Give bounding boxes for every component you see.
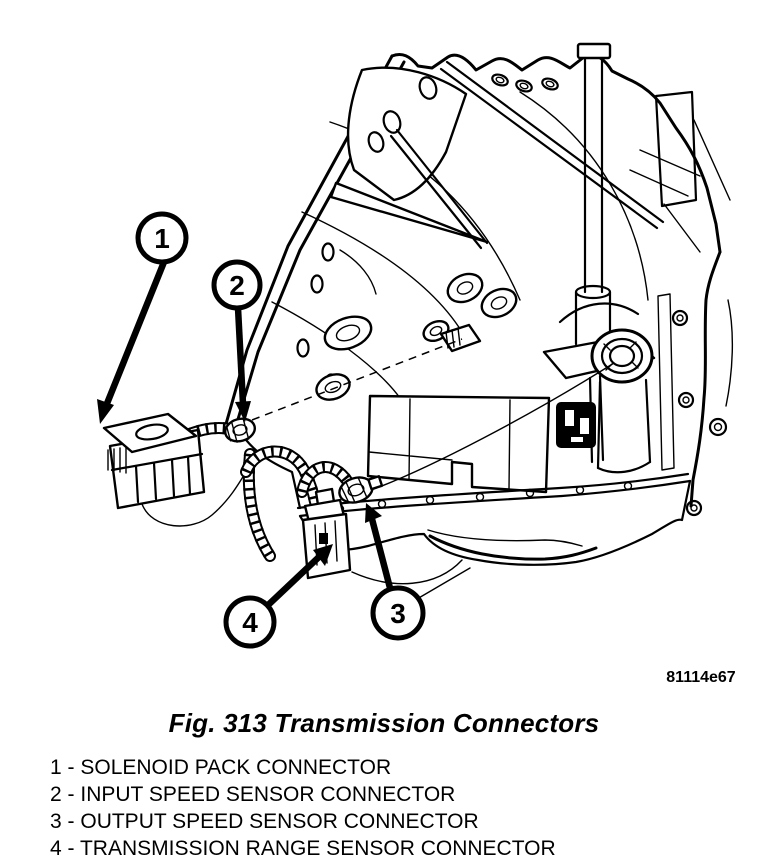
legend-separator: - bbox=[61, 837, 80, 860]
figure-code: 81114e67 bbox=[666, 669, 736, 686]
legend-item-label: OUTPUT SPEED SENSOR CONNECTOR bbox=[80, 810, 479, 833]
callout-4 bbox=[226, 544, 333, 646]
legend-item-2 bbox=[50, 781, 556, 808]
legend-item-label: SOLENOID PACK CONNECTOR bbox=[80, 756, 392, 779]
legend-item-number: 4 bbox=[50, 837, 62, 860]
legend-item-3 bbox=[50, 808, 556, 835]
legend-item-1 bbox=[50, 754, 556, 781]
callout-3 bbox=[365, 503, 423, 638]
legend-item-number: 1 bbox=[50, 756, 62, 779]
callout-4-number: 4 bbox=[242, 607, 258, 638]
callout-1-number: 1 bbox=[154, 223, 170, 254]
callout-2 bbox=[214, 262, 260, 422]
legend bbox=[50, 754, 556, 860]
figure-caption: Fig. 313 Transmission Connectors bbox=[168, 708, 600, 738]
legend-separator: - bbox=[61, 783, 81, 806]
callout-3-number: 3 bbox=[390, 598, 406, 629]
wiring-harness bbox=[104, 414, 384, 578]
legend-separator: - bbox=[61, 756, 81, 779]
legend-item-label: TRANSMISSION RANGE SENSOR CONNECTOR bbox=[79, 837, 556, 860]
callout-2-number: 2 bbox=[229, 270, 245, 301]
legend-separator: - bbox=[61, 810, 81, 833]
legend-item-number: 3 bbox=[50, 810, 62, 833]
legend-item-number: 2 bbox=[50, 783, 62, 806]
case-connector bbox=[556, 402, 596, 448]
callout-1 bbox=[97, 214, 186, 424]
legend-item-label: INPUT SPEED SENSOR CONNECTOR bbox=[80, 783, 456, 806]
legend-item-4 bbox=[50, 835, 556, 860]
